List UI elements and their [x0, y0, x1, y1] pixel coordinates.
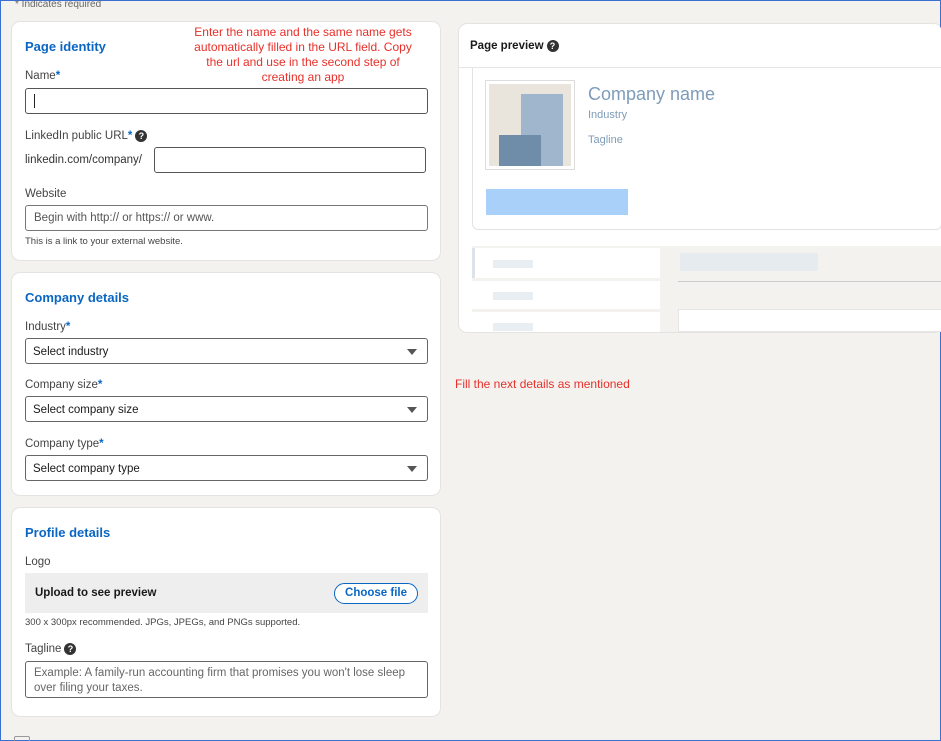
- checkbox[interactable]: [14, 736, 30, 741]
- skeleton-line: [493, 292, 533, 300]
- tagline-textarea[interactable]: [25, 661, 428, 698]
- website-hint: This is a link to your external website.: [25, 236, 183, 247]
- chevron-down-icon: [407, 349, 417, 355]
- website-placeholder: Begin with http:// or https:// or www.: [34, 212, 215, 224]
- choose-file-button[interactable]: Choose file: [334, 583, 418, 604]
- profile-details-title: Profile details: [25, 525, 111, 540]
- linkedin-url-label: LinkedIn public URL* ?: [25, 130, 147, 142]
- company-details-title: Company details: [25, 290, 130, 305]
- name-label: Name*: [25, 70, 61, 82]
- help-icon[interactable]: ?: [64, 643, 76, 655]
- company-size-label: Company size*: [25, 379, 103, 391]
- skeleton-line: [493, 260, 533, 268]
- annotation-line: Enter the name and the same name gets: [194, 25, 412, 39]
- skeleton-divider: [678, 281, 941, 282]
- logo-label: Logo: [25, 556, 51, 568]
- page-preview-title: Page preview ?: [470, 40, 559, 52]
- company-details-card: [12, 273, 440, 495]
- chevron-down-icon: [407, 466, 417, 472]
- company-size-select[interactable]: Select company size: [25, 396, 428, 422]
- logo-bar: [499, 135, 541, 166]
- page-preview-card: [459, 24, 941, 332]
- industry-label: Industry*: [25, 321, 71, 333]
- preview-tagline: Tagline: [588, 134, 623, 146]
- tagline-placeholder: Example: A family-run accounting firm that promises you won't lose sleep over filing your taxes.: [34, 667, 406, 694]
- url-input[interactable]: [154, 147, 426, 173]
- annotation-middle: Fill the next details as mentioned: [455, 377, 630, 391]
- logo-upload-area: [25, 573, 428, 613]
- annotation-line: creating an app: [261, 70, 345, 84]
- company-type-label: Company type*: [25, 438, 104, 450]
- tagline-label: Tagline ?: [25, 643, 76, 655]
- preview-follow-button: [486, 189, 628, 215]
- website-input[interactable]: [25, 205, 428, 231]
- company-type-select[interactable]: Select company type: [25, 455, 428, 481]
- page-identity-title: Page identity: [25, 39, 106, 54]
- logo-placeholder: [485, 80, 575, 170]
- text-caret: [34, 94, 35, 108]
- skeleton-line: [493, 323, 533, 331]
- logo-hint: 300 x 300px recommended. JPGs, JPEGs, and PNGs supported.: [25, 617, 301, 628]
- help-icon[interactable]: ?: [547, 40, 559, 52]
- preview-company-name: Company name: [588, 84, 716, 104]
- annotation-top: [173, 25, 433, 85]
- help-icon[interactable]: ?: [135, 130, 147, 142]
- upload-preview-text: Upload to see preview: [35, 587, 157, 599]
- skeleton-content-card: [678, 309, 941, 332]
- industry-select[interactable]: Select industry: [25, 338, 428, 364]
- website-label: Website: [25, 188, 67, 200]
- skeleton-block: [680, 253, 818, 271]
- required-note: * Indicates required: [15, 0, 102, 10]
- skeleton-active-marker: [472, 248, 475, 278]
- name-input[interactable]: [25, 88, 428, 114]
- profile-details-card: [12, 508, 440, 716]
- url-prefix: linkedin.com/company/: [25, 154, 142, 166]
- preview-industry: Industry: [588, 109, 628, 121]
- annotation-line: automatically filled in the URL field. Copy: [194, 40, 412, 54]
- chevron-down-icon: [407, 407, 417, 413]
- annotation-line: the url and use in the second step of: [206, 55, 400, 69]
